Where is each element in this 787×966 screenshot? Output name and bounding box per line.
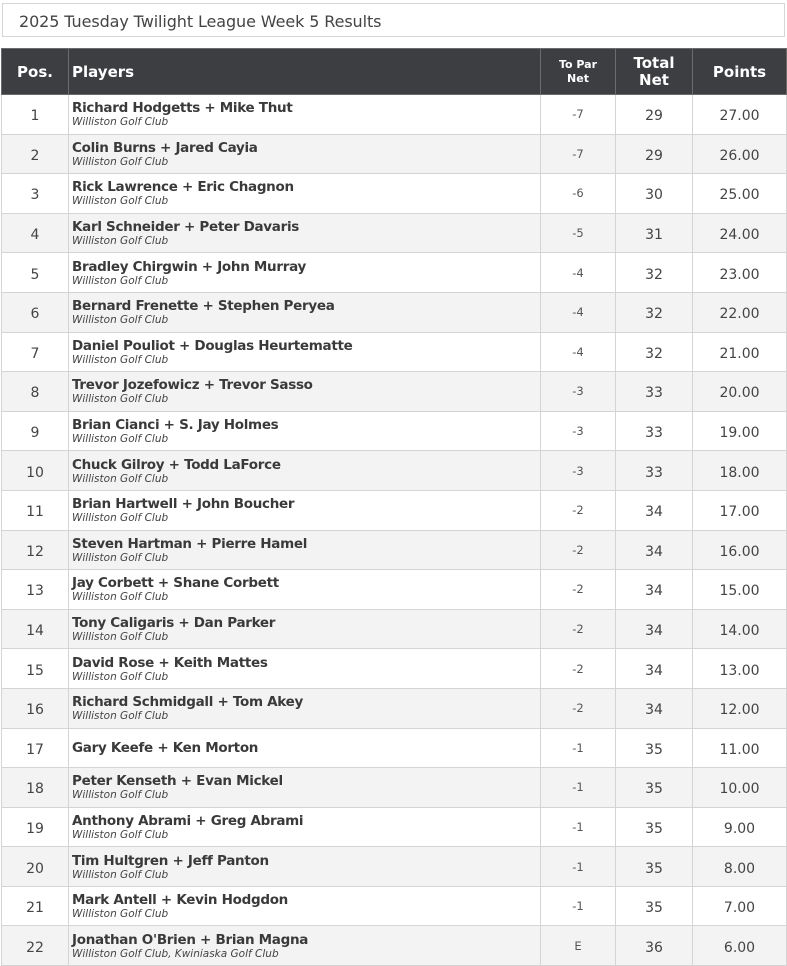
total-net-cell: 29 — [616, 134, 693, 174]
total-net-cell: 34 — [616, 649, 693, 689]
players-cell — [69, 530, 541, 570]
total-net-cell: 32 — [616, 332, 693, 372]
points-cell: 15.00 — [693, 570, 787, 610]
to-par-net-cell: -4 — [541, 253, 616, 293]
points-cell: 13.00 — [693, 649, 787, 689]
player-club: Williston Golf Club — [72, 908, 169, 921]
player-club: Williston Golf Club — [72, 789, 169, 802]
position-cell: 1 — [2, 95, 69, 135]
points-cell: 6.00 — [693, 926, 787, 966]
total-net-cell: 35 — [616, 728, 693, 768]
position-cell: 21 — [2, 886, 69, 926]
to-par-net-cell: -2 — [541, 688, 616, 728]
table-row[interactable] — [2, 213, 787, 253]
players-cell — [69, 886, 541, 926]
players-cell — [69, 807, 541, 847]
total-net-cell: 33 — [616, 451, 693, 491]
to-par-net-cell: -1 — [541, 886, 616, 926]
player-club: Williston Golf Club — [72, 828, 169, 841]
total-net-cell: 33 — [616, 372, 693, 412]
points-cell: 24.00 — [693, 213, 787, 253]
to-par-net-cell: -2 — [541, 609, 616, 649]
table-row[interactable] — [2, 926, 787, 966]
player-club: Williston Golf Club — [72, 710, 169, 723]
total-net-cell: 34 — [616, 609, 693, 649]
points-cell: 9.00 — [693, 807, 787, 847]
table-row[interactable] — [2, 95, 787, 135]
players-cell — [69, 174, 541, 214]
to-par-net-cell: -7 — [541, 95, 616, 135]
player-names[interactable]: Steven Hartman + Pierre Hamel — [72, 535, 308, 552]
to-par-net-cell: -3 — [541, 451, 616, 491]
table-row[interactable] — [2, 411, 787, 451]
player-names[interactable]: Gary Keefe + Ken Morton — [72, 739, 259, 756]
page-title: 2025 Tuesday Twilight League Week 5 Results — [19, 12, 382, 31]
points-cell: 16.00 — [693, 530, 787, 570]
position-cell: 15 — [2, 649, 69, 689]
players-cell — [69, 609, 541, 649]
player-names[interactable]: Trevor Jozefowicz + Trevor Sasso — [72, 377, 313, 394]
players-cell — [69, 728, 541, 768]
points-cell: 21.00 — [693, 332, 787, 372]
position-cell: 20 — [2, 847, 69, 887]
total-net-cell: 35 — [616, 847, 693, 887]
to-par-net-cell: -2 — [541, 490, 616, 530]
points-cell: 20.00 — [693, 372, 787, 412]
column-header-points[interactable]: Points — [693, 49, 787, 95]
players-cell — [69, 847, 541, 887]
player-names[interactable]: Daniel Pouliot + Douglas Heurtematte — [72, 337, 353, 354]
points-cell: 11.00 — [693, 728, 787, 768]
column-header-players[interactable]: Players — [69, 49, 541, 95]
to-par-net-cell: E — [541, 926, 616, 966]
player-club: Williston Golf Club — [72, 195, 169, 208]
position-cell: 2 — [2, 134, 69, 174]
column-header-pos[interactable]: Pos. — [2, 49, 69, 95]
table-row[interactable] — [2, 451, 787, 491]
player-club: Williston Golf Club — [72, 512, 169, 525]
player-names[interactable]: Bradley Chirgwin + John Murray — [72, 258, 306, 275]
to-par-net-cell: -5 — [541, 213, 616, 253]
players-cell — [69, 253, 541, 293]
column-header-to-par-net[interactable] — [541, 49, 616, 95]
player-names[interactable]: Brian Hartwell + John Boucher — [72, 496, 295, 513]
position-cell: 18 — [2, 768, 69, 808]
player-names[interactable]: David Rose + Keith Mattes — [72, 654, 268, 671]
table-header-row — [2, 49, 787, 95]
player-club: Williston Golf Club — [72, 591, 169, 604]
position-cell: 5 — [2, 253, 69, 293]
total-label: Total — [633, 53, 675, 72]
total-net-cell: 35 — [616, 807, 693, 847]
player-names[interactable]: Jonathan O'Brien + Brian Magna — [72, 931, 309, 948]
table-row[interactable] — [2, 253, 787, 293]
position-cell: 14 — [2, 609, 69, 649]
points-cell: 8.00 — [693, 847, 787, 887]
to-par-net-cell: -6 — [541, 174, 616, 214]
table-row[interactable] — [2, 886, 787, 926]
player-club: Williston Golf Club — [72, 868, 169, 881]
players-cell — [69, 213, 541, 253]
players-cell — [69, 372, 541, 412]
players-cell — [69, 688, 541, 728]
player-names[interactable]: Colin Burns + Jared Cayia — [72, 139, 258, 156]
points-cell: 12.00 — [693, 688, 787, 728]
players-cell — [69, 292, 541, 332]
total-net-cell: 32 — [616, 292, 693, 332]
player-names[interactable]: Tony Caligaris + Dan Parker — [72, 615, 276, 632]
player-names[interactable]: Jay Corbett + Shane Corbett — [72, 575, 279, 592]
points-cell: 26.00 — [693, 134, 787, 174]
players-cell — [69, 649, 541, 689]
player-club: Williston Golf Club — [72, 155, 169, 168]
table-row[interactable] — [2, 768, 787, 808]
player-names[interactable]: Tim Hultgren + Jeff Panton — [72, 852, 269, 869]
total-net-cell: 35 — [616, 768, 693, 808]
position-cell: 17 — [2, 728, 69, 768]
position-cell: 16 — [2, 688, 69, 728]
player-names[interactable]: Peter Kenseth + Evan Mickel — [72, 773, 283, 790]
to-par-net-cell: -4 — [541, 332, 616, 372]
to-par-label: To Par — [558, 57, 598, 71]
table-row[interactable] — [2, 570, 787, 610]
total-net-cell: 34 — [616, 688, 693, 728]
player-names[interactable]: Anthony Abrami + Greg Abrami — [72, 812, 304, 829]
table-row[interactable] — [2, 530, 787, 570]
results-title-box — [2, 3, 785, 37]
position-cell: 19 — [2, 807, 69, 847]
total-net-cell: 34 — [616, 570, 693, 610]
to-par-net-label: Net — [567, 71, 589, 85]
players-cell — [69, 451, 541, 491]
player-club: Williston Golf Club — [72, 274, 169, 287]
points-cell: 18.00 — [693, 451, 787, 491]
players-cell — [69, 926, 541, 966]
players-cell — [69, 332, 541, 372]
player-names[interactable]: Richard Schmidgall + Tom Akey — [72, 694, 303, 711]
player-club: Williston Golf Club, Kwiniaska Golf Club — [72, 947, 279, 960]
total-net-cell: 30 — [616, 174, 693, 214]
points-cell: 17.00 — [693, 490, 787, 530]
points-cell: 19.00 — [693, 411, 787, 451]
player-names[interactable]: Richard Hodgetts + Mike Thut — [72, 100, 293, 117]
player-club: Williston Golf Club — [72, 472, 169, 485]
player-club: Williston Golf Club — [72, 116, 169, 129]
player-names[interactable]: Karl Schneider + Peter Davaris — [72, 219, 300, 236]
position-cell: 22 — [2, 926, 69, 966]
player-club: Williston Golf Club — [72, 670, 169, 683]
position-cell: 13 — [2, 570, 69, 610]
to-par-net-cell: -1 — [541, 728, 616, 768]
to-par-net-cell: -1 — [541, 847, 616, 887]
total-net-cell: 36 — [616, 926, 693, 966]
player-club: Williston Golf Club — [72, 631, 169, 644]
table-row[interactable] — [2, 490, 787, 530]
players-cell — [69, 768, 541, 808]
points-cell: 27.00 — [693, 95, 787, 135]
total-net-cell: 34 — [616, 490, 693, 530]
position-cell: 7 — [2, 332, 69, 372]
table-row[interactable] — [2, 688, 787, 728]
player-club: Williston Golf Club — [72, 353, 169, 366]
position-cell: 11 — [2, 490, 69, 530]
position-cell: 12 — [2, 530, 69, 570]
total-net-cell: 33 — [616, 411, 693, 451]
player-club: Williston Golf Club — [72, 551, 169, 564]
to-par-net-cell: -3 — [541, 411, 616, 451]
results-table — [1, 48, 787, 966]
table-row[interactable] — [2, 649, 787, 689]
points-cell: 14.00 — [693, 609, 787, 649]
position-cell: 4 — [2, 213, 69, 253]
table-row[interactable] — [2, 609, 787, 649]
to-par-net-cell: -2 — [541, 649, 616, 689]
player-names[interactable]: Mark Antell + Kevin Hodgdon — [72, 892, 288, 909]
players-cell — [69, 490, 541, 530]
position-cell: 3 — [2, 174, 69, 214]
points-cell: 10.00 — [693, 768, 787, 808]
player-club: Williston Golf Club — [72, 314, 169, 327]
player-club: Williston Golf Club — [72, 235, 169, 248]
players-cell — [69, 95, 541, 135]
to-par-net-cell: -7 — [541, 134, 616, 174]
position-cell: 8 — [2, 372, 69, 412]
table-row[interactable] — [2, 174, 787, 214]
to-par-net-cell: -4 — [541, 292, 616, 332]
to-par-net-cell: -1 — [541, 807, 616, 847]
player-names[interactable]: Bernard Frenette + Stephen Peryea — [72, 298, 335, 315]
to-par-net-cell: -2 — [541, 570, 616, 610]
column-header-total-net[interactable] — [616, 49, 693, 95]
position-cell: 9 — [2, 411, 69, 451]
total-net-cell: 29 — [616, 95, 693, 135]
table-row[interactable] — [2, 292, 787, 332]
points-cell: 25.00 — [693, 174, 787, 214]
total-net-cell: 34 — [616, 530, 693, 570]
total-net-cell: 31 — [616, 213, 693, 253]
to-par-net-cell: -2 — [541, 530, 616, 570]
player-names[interactable]: Rick Lawrence + Eric Chagnon — [72, 179, 294, 196]
table-row[interactable] — [2, 728, 787, 768]
total-net-cell: 32 — [616, 253, 693, 293]
table-row[interactable] — [2, 372, 787, 412]
table-row[interactable] — [2, 332, 787, 372]
total-net-label: Net — [639, 70, 669, 89]
player-names[interactable]: Brian Cianci + S. Jay Holmes — [72, 417, 279, 434]
players-cell — [69, 411, 541, 451]
table-row[interactable] — [2, 134, 787, 174]
player-club: Williston Golf Club — [72, 433, 169, 446]
points-cell: 22.00 — [693, 292, 787, 332]
players-cell — [69, 570, 541, 610]
table-row[interactable] — [2, 847, 787, 887]
player-names[interactable]: Chuck Gilroy + Todd LaForce — [72, 456, 281, 473]
position-cell: 10 — [2, 451, 69, 491]
position-cell: 6 — [2, 292, 69, 332]
to-par-net-cell: -1 — [541, 768, 616, 808]
to-par-net-cell: -3 — [541, 372, 616, 412]
points-cell: 23.00 — [693, 253, 787, 293]
total-net-cell: 35 — [616, 886, 693, 926]
points-cell: 7.00 — [693, 886, 787, 926]
table-row[interactable] — [2, 807, 787, 847]
players-cell — [69, 134, 541, 174]
player-club: Williston Golf Club — [72, 393, 169, 406]
